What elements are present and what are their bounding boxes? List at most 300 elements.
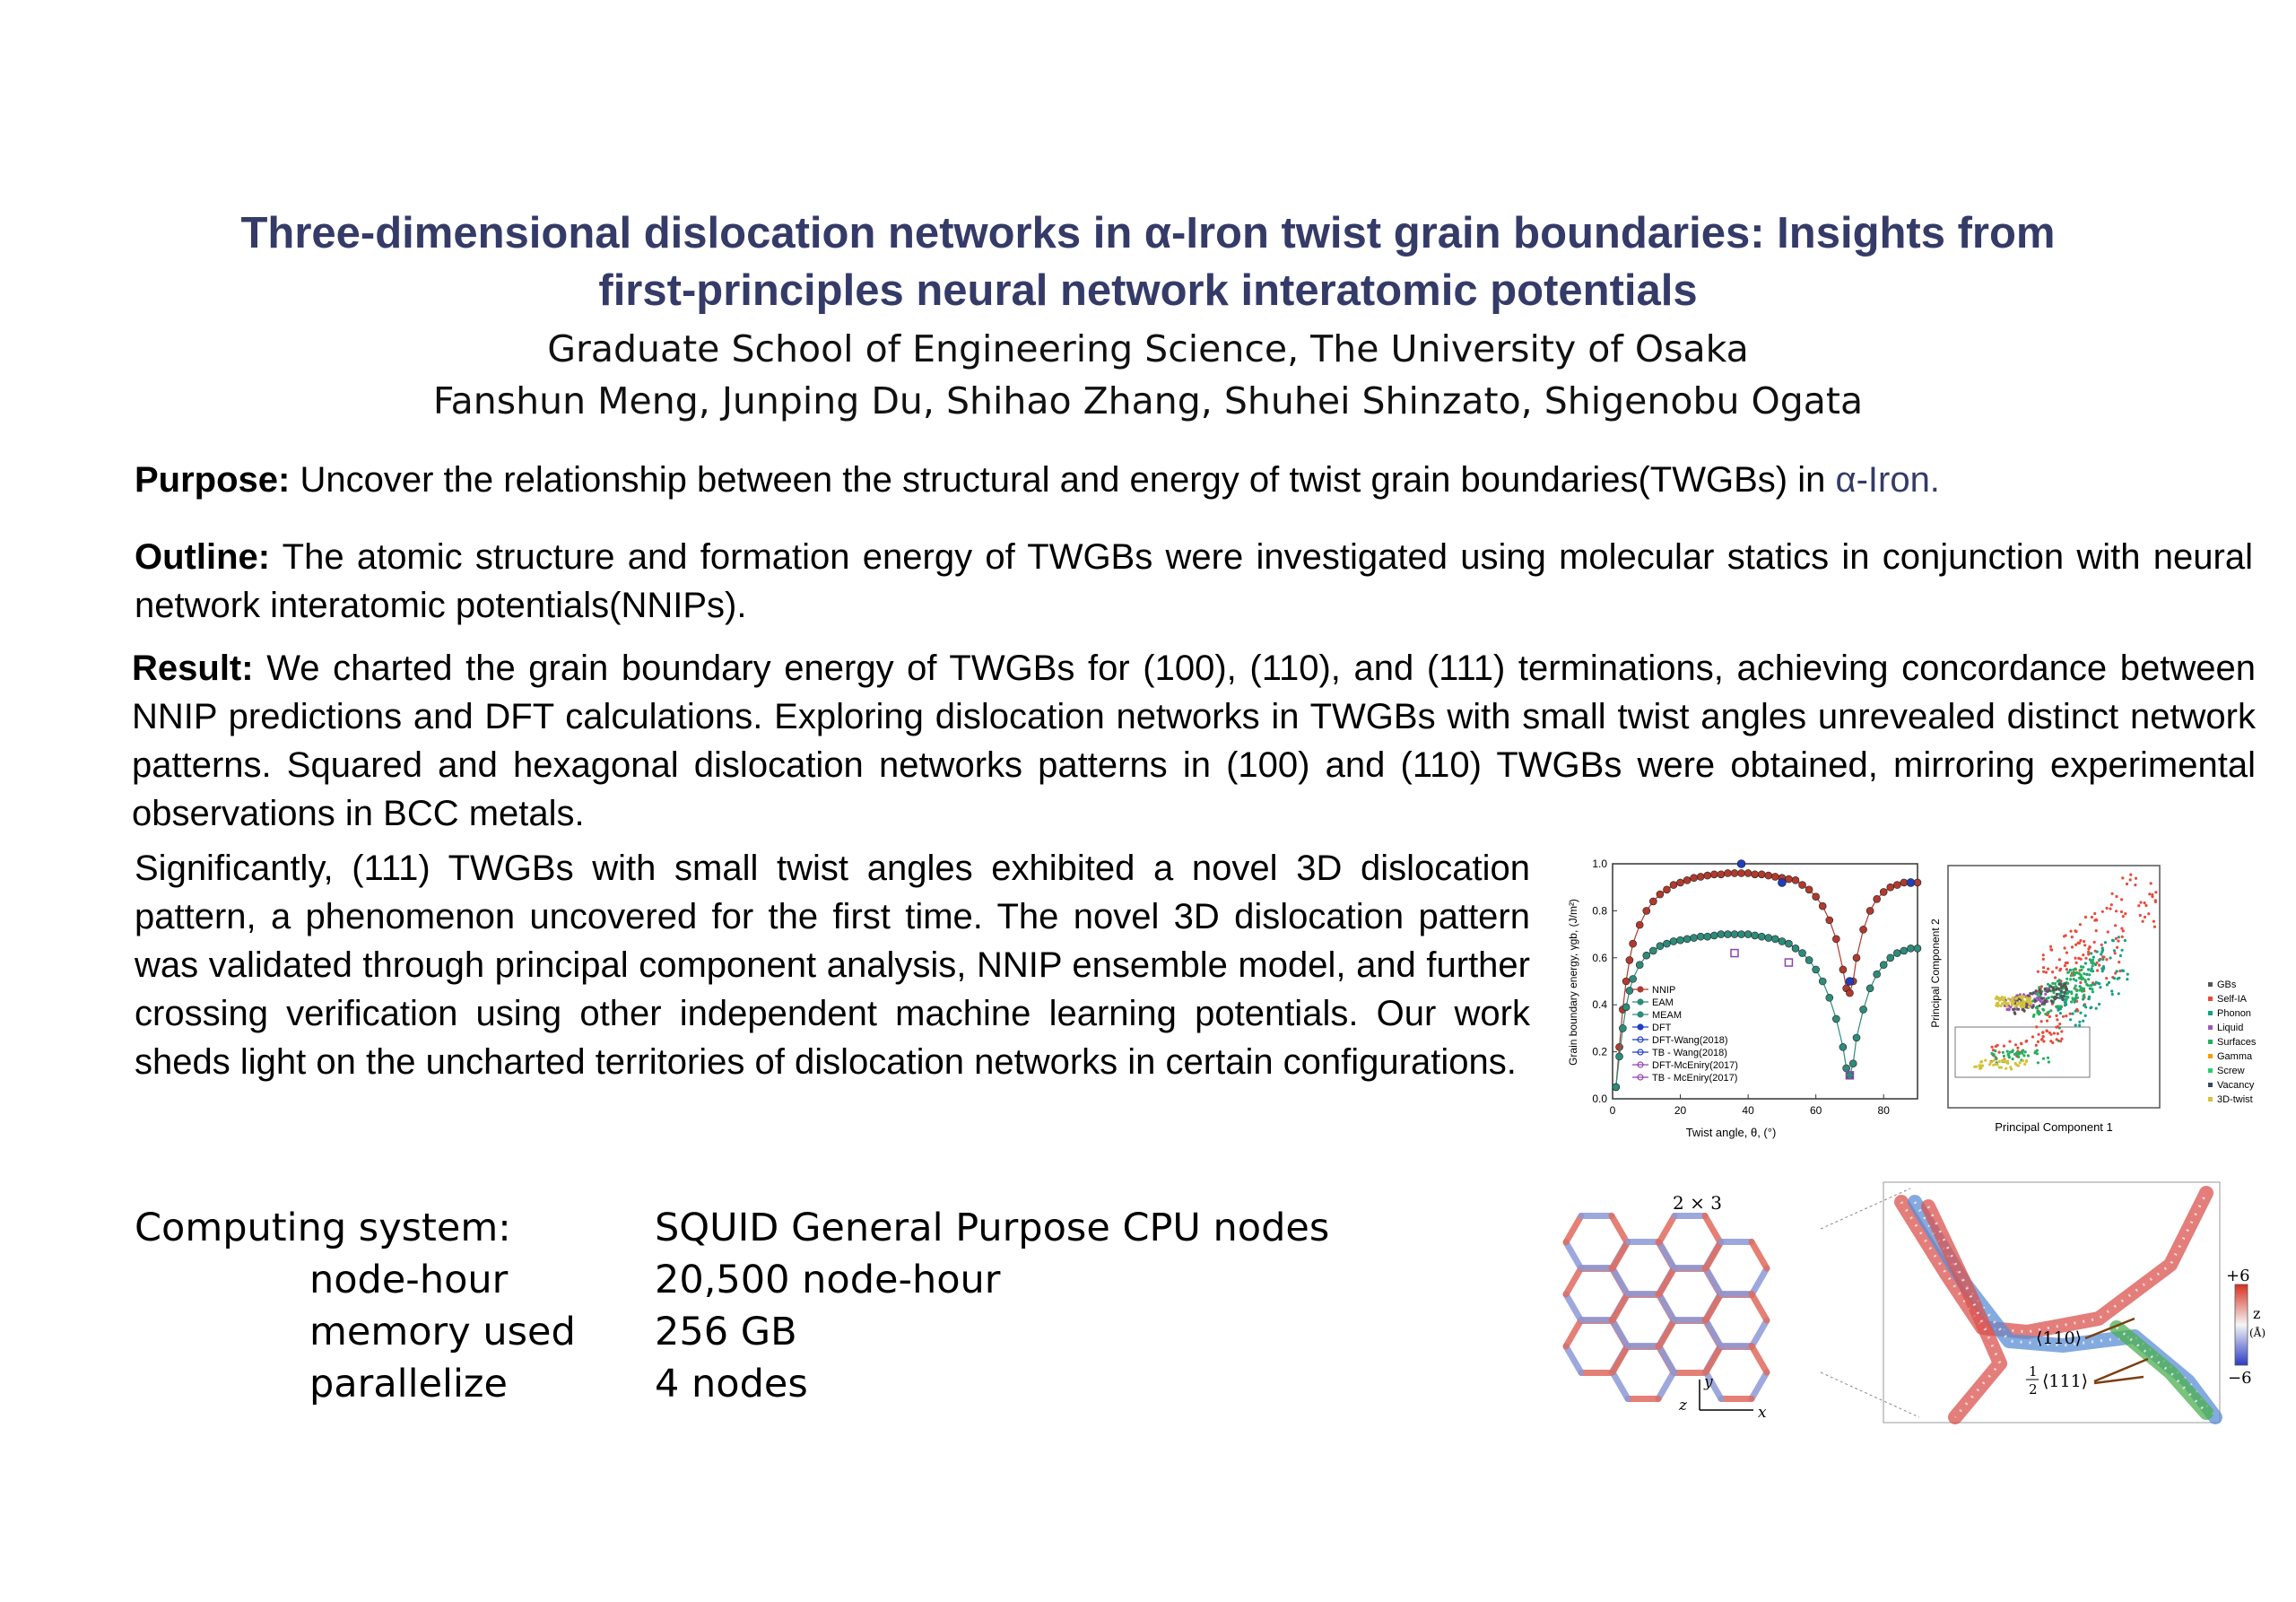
pca-point	[1981, 1065, 1984, 1067]
pca-point	[2075, 962, 2078, 964]
chart1-point	[1799, 882, 1806, 889]
pca-point	[2078, 988, 2081, 991]
pca-point	[2118, 992, 2120, 995]
pca-point	[2144, 904, 2147, 907]
pca-point	[2074, 985, 2077, 988]
pca-point	[2021, 1052, 2023, 1055]
pca-point	[2040, 1020, 2043, 1023]
pca-point	[2151, 893, 2153, 896]
pca-point	[2049, 948, 2052, 951]
chart1-point	[1785, 940, 1792, 947]
pca-point	[2090, 1006, 2092, 1009]
chart1-point	[1636, 962, 1643, 969]
computing-key-node-hour: node-hour	[309, 1258, 509, 1302]
pca-point	[2117, 940, 2119, 943]
pca-point	[2004, 997, 2006, 999]
pca-point	[2022, 1049, 2024, 1052]
pca-point	[2087, 978, 2090, 980]
computing-val-node-hour: 20,500 node-hour	[655, 1258, 1001, 1302]
chart1-xtick-label: 60	[1809, 1104, 1822, 1117]
pca-point	[2012, 997, 2014, 999]
pca-point	[2065, 962, 2067, 964]
pca-point	[2062, 1015, 2065, 1018]
pca-point	[2051, 971, 2054, 973]
pca-point	[2126, 973, 2129, 976]
pca-point	[2041, 1032, 2044, 1034]
chart1-point	[1710, 871, 1718, 878]
pca-point	[2107, 930, 2109, 933]
pca-point	[2135, 877, 2137, 880]
pca-point	[2088, 997, 2091, 1000]
pca-point	[2078, 1021, 2081, 1023]
pca-point	[2074, 929, 2076, 932]
chart1-point	[1826, 994, 1833, 1001]
pca-point	[2007, 1053, 2010, 1056]
pca-point	[2109, 956, 2111, 959]
pca-point	[2078, 942, 2081, 945]
pca-point	[2056, 993, 2058, 996]
pca-point	[1973, 1066, 1976, 1068]
pca-point	[1979, 1061, 1982, 1064]
purpose-highlight: α-Iron.	[1835, 460, 1940, 500]
pca-point	[2055, 966, 2057, 969]
pca-point	[2152, 920, 2155, 923]
chart1-point	[1744, 931, 1752, 938]
outline-text: The atomic structure and formation energy of TWGBs were investigated using molecular statics in conjunction with neural network interatomic potentials(NNIPs).	[135, 537, 2254, 625]
chart1-legend-entry: DFT-Wang(2018)	[1652, 1035, 1728, 1046]
chart1-legend-entry: MEAM	[1652, 1010, 1682, 1021]
poster-title	[0, 205, 2296, 319]
authors: Fanshun Meng, Junping Du, Shihao Zhang, Shuhei Shinzato, Shigenobu Ogata	[432, 379, 1864, 422]
pca-point	[2036, 1007, 2039, 1010]
pca-point	[1995, 1045, 1997, 1048]
pca-point	[2022, 1054, 2025, 1057]
computing-val-memory: 256 GB	[655, 1310, 797, 1354]
pca-xlabel: Principal Component 1	[1995, 1120, 2113, 1134]
pca-point	[2066, 978, 2068, 980]
pca-point	[2118, 977, 2120, 979]
pca-point	[2070, 974, 2073, 977]
affiliation-block	[0, 323, 2296, 427]
pca-point	[2050, 999, 2053, 1002]
chart1-point	[1683, 936, 1691, 943]
pca-point	[2042, 958, 2045, 961]
chart1-legend-marker	[1638, 1012, 1643, 1017]
pca-legend-marker	[2208, 1054, 2213, 1058]
pca-point	[2023, 1063, 2026, 1066]
pca-point	[2038, 998, 2040, 1001]
chart1-point	[1849, 1060, 1857, 1067]
pca-legend-marker	[2208, 1083, 2213, 1087]
chart1-point	[1643, 907, 1650, 914]
pca-point	[2020, 1042, 2022, 1045]
pca-point	[2100, 951, 2103, 953]
pca-point	[2137, 904, 2140, 907]
pca-point	[2014, 997, 2017, 1000]
chart1-point	[1677, 936, 1684, 944]
pca-point	[2000, 1005, 2003, 1007]
chart1-point	[1832, 1015, 1839, 1023]
burgers-frac-den: 2	[2029, 1381, 2038, 1397]
chart1-point	[1771, 873, 1779, 880]
pca-point	[2120, 910, 2123, 913]
pca-point	[2062, 995, 2065, 997]
pca-ylabel: Principal Component 2	[1929, 919, 1942, 1028]
chart1-point	[1649, 947, 1657, 954]
gb-energy-chart	[1561, 857, 1928, 1153]
pca-point	[2069, 1018, 2072, 1021]
pca-point	[2093, 941, 2096, 944]
pca-point	[2121, 936, 2124, 938]
chart1-xlabel: Twist angle, θ, (°)	[1685, 1126, 1777, 1139]
pca-point	[2075, 989, 2078, 992]
pca-point	[2090, 970, 2092, 972]
pca-point	[2059, 995, 2062, 997]
pca-point	[2082, 953, 2084, 956]
pca-point	[2052, 991, 2055, 994]
pca-point	[2051, 986, 2054, 988]
pca-point	[2045, 971, 2048, 973]
pca-point	[2014, 1062, 2017, 1065]
pca-point	[2040, 1038, 2043, 1040]
pca-point	[2092, 962, 2094, 964]
pca-point	[2002, 1051, 2005, 1054]
pca-point	[2036, 1012, 2039, 1014]
pca-point	[2122, 915, 2125, 918]
chart1-point	[1785, 875, 1792, 883]
pca-point	[2101, 910, 2104, 913]
computing-value: SQUID General Purpose CPU nodes	[655, 1206, 1330, 1250]
pca-point	[2101, 970, 2104, 972]
chart1-point	[1704, 933, 1711, 940]
pca-point	[2069, 930, 2072, 933]
pca-point	[2038, 1033, 2040, 1036]
chart1-ytick-label: 1.0	[1592, 858, 1607, 870]
chart1-point	[1832, 936, 1839, 943]
chart1-point	[1724, 931, 1731, 938]
pca-point	[2062, 998, 2065, 1001]
pca-point	[2080, 958, 2083, 961]
pca-point	[2106, 983, 2109, 986]
pca-point	[2057, 1006, 2060, 1008]
dislocation-network-figure	[1561, 1175, 2278, 1426]
pca-point	[2079, 923, 2082, 926]
pca-point	[2064, 1001, 2066, 1004]
pca-point	[2079, 973, 2082, 976]
chart1-point	[1737, 860, 1745, 868]
chart1-ytick-label: 0.4	[1592, 998, 1607, 1012]
pca-point	[2074, 1010, 2077, 1013]
chart1-point	[1907, 945, 1914, 952]
pca-point	[1998, 1060, 2001, 1063]
chart1-ytick-label: 0.2	[1592, 1045, 1607, 1058]
pca-point	[2147, 912, 2150, 915]
pca-point	[2058, 1023, 2061, 1025]
chart1-xtick-label: 40	[1742, 1104, 1754, 1117]
pca-point	[2060, 990, 2063, 993]
chart1-point	[1771, 936, 1779, 943]
pca-point	[2084, 916, 2087, 919]
pca-point	[2082, 997, 2084, 1000]
colorbar-max: +6	[2226, 1267, 2250, 1285]
pca-point	[2016, 1002, 2019, 1005]
purpose-text: Uncover the relationship between the structural and energy of twist grain boundaries(TWGBs) in	[300, 460, 1836, 500]
pca-point	[2088, 945, 2091, 948]
pca-point	[2047, 989, 2049, 992]
pca-point	[2060, 1030, 2063, 1032]
chart1-point	[1813, 966, 1820, 973]
chart1-point	[1778, 878, 1786, 886]
pca-legend-marker	[2208, 982, 2213, 987]
chart1-point	[1704, 872, 1711, 879]
pca-point	[1996, 1005, 1999, 1007]
pca-point	[2079, 1012, 2082, 1014]
pca-point	[2056, 1018, 2058, 1021]
pca-point	[2134, 884, 2136, 886]
pca-point	[2019, 1004, 2022, 1006]
computing-key-memory: memory used	[309, 1310, 576, 1354]
burgers-110-label: ⟨110⟩	[2036, 1328, 2083, 1348]
pca-point	[2066, 992, 2069, 995]
chart1-point	[1853, 954, 1860, 962]
pca-point	[2080, 965, 2083, 968]
pca-legend-entry: Screw	[2217, 1066, 2245, 1076]
chart1-point	[1697, 933, 1704, 940]
pca-point	[2070, 1000, 2073, 1003]
chart1-point	[1853, 1034, 1860, 1041]
pca-legend-entry: Self-IA	[2217, 994, 2248, 1005]
pca-point	[1998, 1066, 2001, 1068]
pca-point	[2013, 1011, 2016, 1014]
pca-point	[2069, 978, 2072, 980]
chart1-point	[1846, 978, 1854, 986]
title-line-1: Three-dimensional dislocation networks in α-Iron twist grain boundaries: Insights from	[240, 209, 2056, 257]
affiliation: Graduate School of Engineering Science, The University of Osaka	[547, 327, 1749, 370]
pca-point	[2113, 949, 2116, 952]
pca-point	[2025, 1059, 2028, 1062]
pca-point	[2110, 989, 2113, 992]
chart1-point	[1670, 937, 1677, 945]
pca-point	[2096, 951, 2099, 953]
pca-point	[2059, 1040, 2062, 1042]
pca-point	[2004, 1059, 2006, 1062]
pca-point	[2092, 956, 2095, 959]
chart1-point	[1718, 931, 1725, 938]
result-label: Result:	[132, 649, 254, 688]
chart1-legend-entry: NNIP	[1652, 985, 1676, 996]
chart1-point	[1839, 1043, 1847, 1050]
pca-point	[2017, 1008, 2020, 1011]
pca-point	[2120, 927, 2123, 930]
chart1-point	[1792, 876, 1799, 884]
pca-point	[2044, 988, 2047, 990]
cell-label: 2 × 3	[1673, 1192, 1722, 1214]
axis-y-label: y	[1704, 1373, 1713, 1391]
pca-legend-entry: Vacancy	[2217, 1080, 2255, 1091]
pca-point	[2041, 1008, 2044, 1011]
pca-point	[2090, 952, 2092, 954]
pca-point	[2054, 997, 2057, 1000]
pca-point	[2035, 1025, 2038, 1028]
pca-legend-marker	[2208, 1068, 2213, 1073]
pca-point	[2072, 1013, 2074, 1015]
chart1-point	[1887, 884, 1894, 891]
pca-point	[2104, 941, 2107, 944]
pca-point	[2010, 1067, 2013, 1070]
chart1-point	[1880, 888, 1887, 895]
chart1-point	[1691, 935, 1698, 942]
pca-point	[2084, 957, 2087, 960]
pca-point	[2106, 907, 2109, 910]
pca-point	[2049, 945, 2052, 948]
pca-point	[2029, 992, 2031, 995]
pca-point	[2112, 939, 2115, 942]
pca-point	[2035, 989, 2038, 992]
pca-point	[2064, 946, 2066, 949]
chart1-point	[1758, 933, 1765, 940]
pca-point	[2082, 977, 2084, 979]
pca-point	[2019, 1051, 2022, 1054]
pca-point	[2041, 1003, 2044, 1006]
pca-point	[2012, 1049, 2014, 1051]
chart1-point	[1718, 871, 1725, 878]
chart1-point	[1874, 971, 1881, 978]
pca-point	[2038, 986, 2040, 988]
chart1-point	[1663, 940, 1670, 947]
pca-point	[2124, 939, 2126, 942]
hexagonal-network-image	[1566, 1216, 1767, 1399]
chart1-point	[1893, 882, 1900, 889]
pca-point	[2066, 988, 2068, 991]
pca-point	[2046, 1030, 2048, 1032]
pca-point	[2064, 964, 2066, 967]
pca-point	[2057, 983, 2060, 986]
chart1-point	[1663, 886, 1670, 893]
pca-point	[2079, 981, 2082, 984]
pca-point	[2059, 968, 2062, 971]
colorbar-label: z	[2253, 1305, 2261, 1322]
chart1-point	[1900, 947, 1908, 954]
pca-point	[2072, 969, 2074, 971]
pca-point	[2115, 910, 2118, 912]
pca-point	[2153, 926, 2156, 928]
pca-legend-marker	[2208, 1011, 2213, 1015]
pca-point	[2090, 984, 2092, 987]
pca-point	[2120, 898, 2123, 901]
pca-point	[2051, 1041, 2054, 1044]
pca-point	[2023, 1010, 2026, 1013]
pca-point	[2080, 969, 2083, 971]
pca-point	[2093, 912, 2096, 915]
pca-point	[2092, 959, 2094, 962]
pca-point	[2110, 903, 2113, 906]
pca-point	[2095, 929, 2098, 932]
pca-point	[2003, 1055, 2005, 1058]
chart1-point	[1860, 1006, 1867, 1013]
pca-point	[2032, 1015, 2035, 1018]
pca-point	[2044, 1013, 2047, 1015]
pca-point	[2071, 936, 2074, 938]
pca-point	[2016, 1047, 2019, 1049]
pca-point	[2064, 991, 2066, 994]
title-line-2: first-principles neural network interatomic potentials	[598, 266, 1698, 315]
pca-point	[2154, 901, 2157, 903]
pca-point	[2064, 982, 2066, 985]
pca-point	[2042, 1035, 2045, 1038]
chart1-legend-marker	[1638, 1024, 1643, 1030]
chart1-point	[1616, 1053, 1623, 1060]
pca-point	[2010, 999, 2013, 1002]
pca-point	[2070, 992, 2073, 995]
pca-point	[2102, 967, 2105, 970]
chart1-point	[1765, 872, 1772, 879]
pca-point	[2054, 976, 2057, 979]
chart1-point	[1697, 873, 1704, 880]
pca-point	[2098, 982, 2100, 985]
pca-point	[2057, 1032, 2059, 1035]
pca-point	[2038, 988, 2040, 991]
pca-point	[2031, 992, 2034, 995]
pca-point	[2066, 996, 2069, 998]
chart1-point	[1731, 931, 1738, 938]
pca-point	[2139, 914, 2142, 917]
pca-point	[2047, 1057, 2049, 1059]
chart1-point	[1622, 978, 1630, 985]
pca-legend-entry: Gamma	[2217, 1051, 2253, 1062]
pca-point	[2033, 1051, 2036, 1054]
chart1-point	[1744, 869, 1752, 876]
chart1-legend-entry: DFT	[1652, 1023, 1672, 1033]
chart1-point	[1630, 940, 1637, 947]
chart1-point	[1649, 898, 1657, 905]
pca-point	[2048, 1060, 2050, 1063]
result-text: We charted the grain boundary energy of TWGBs for (100), (110), and (111) terminations, achieving concordance between NNIP predictions and DFT calculations. Exploring dislocation networks in TWGBs with small twist angles unrevealed distinct network patterns. Squared and hexagonal dislocation networks patterns in (100) and (110) TWGBs were obtained, mirroring experimental observations in BCC metals.	[132, 649, 2256, 833]
pca-point	[2118, 961, 2120, 963]
computing-label: Computing system:	[135, 1206, 511, 1250]
pca-point	[2037, 1061, 2039, 1064]
chart1-ylabel: Grain boundary energy, γgb, (J/m²)	[1567, 899, 1579, 1066]
pca-point	[2017, 1056, 2020, 1058]
pca-point	[2118, 936, 2120, 938]
pca-point	[2096, 969, 2099, 971]
colorbar	[2235, 1284, 2248, 1365]
pca-point	[2088, 973, 2091, 976]
pca-point	[2073, 998, 2075, 1001]
pca-point	[2034, 999, 2037, 1002]
pca-point	[2098, 1003, 2100, 1006]
pca-point	[2095, 919, 2098, 921]
pca-point	[2016, 1051, 2019, 1054]
chart1-point	[1630, 975, 1637, 982]
pca-point	[2065, 934, 2067, 936]
pca-point	[2078, 1024, 2081, 1027]
pca-point	[2025, 1000, 2028, 1003]
pca-point	[2048, 1032, 2051, 1034]
pca-point	[2083, 972, 2085, 975]
pca-point	[2083, 940, 2085, 943]
pca-point	[2116, 946, 2118, 949]
chart1-point	[1752, 932, 1759, 939]
pca-point	[2025, 1040, 2028, 1043]
chart1-point	[1866, 907, 1874, 914]
pca-point	[2042, 1058, 2045, 1060]
pca-point	[2037, 971, 2039, 973]
pca-legend-entry: Surfaces	[2217, 1037, 2257, 1048]
chart1-point	[1779, 937, 1786, 945]
purpose-label: Purpose:	[135, 460, 291, 500]
chart1-point	[1683, 876, 1691, 884]
pca-point	[2066, 998, 2068, 1001]
